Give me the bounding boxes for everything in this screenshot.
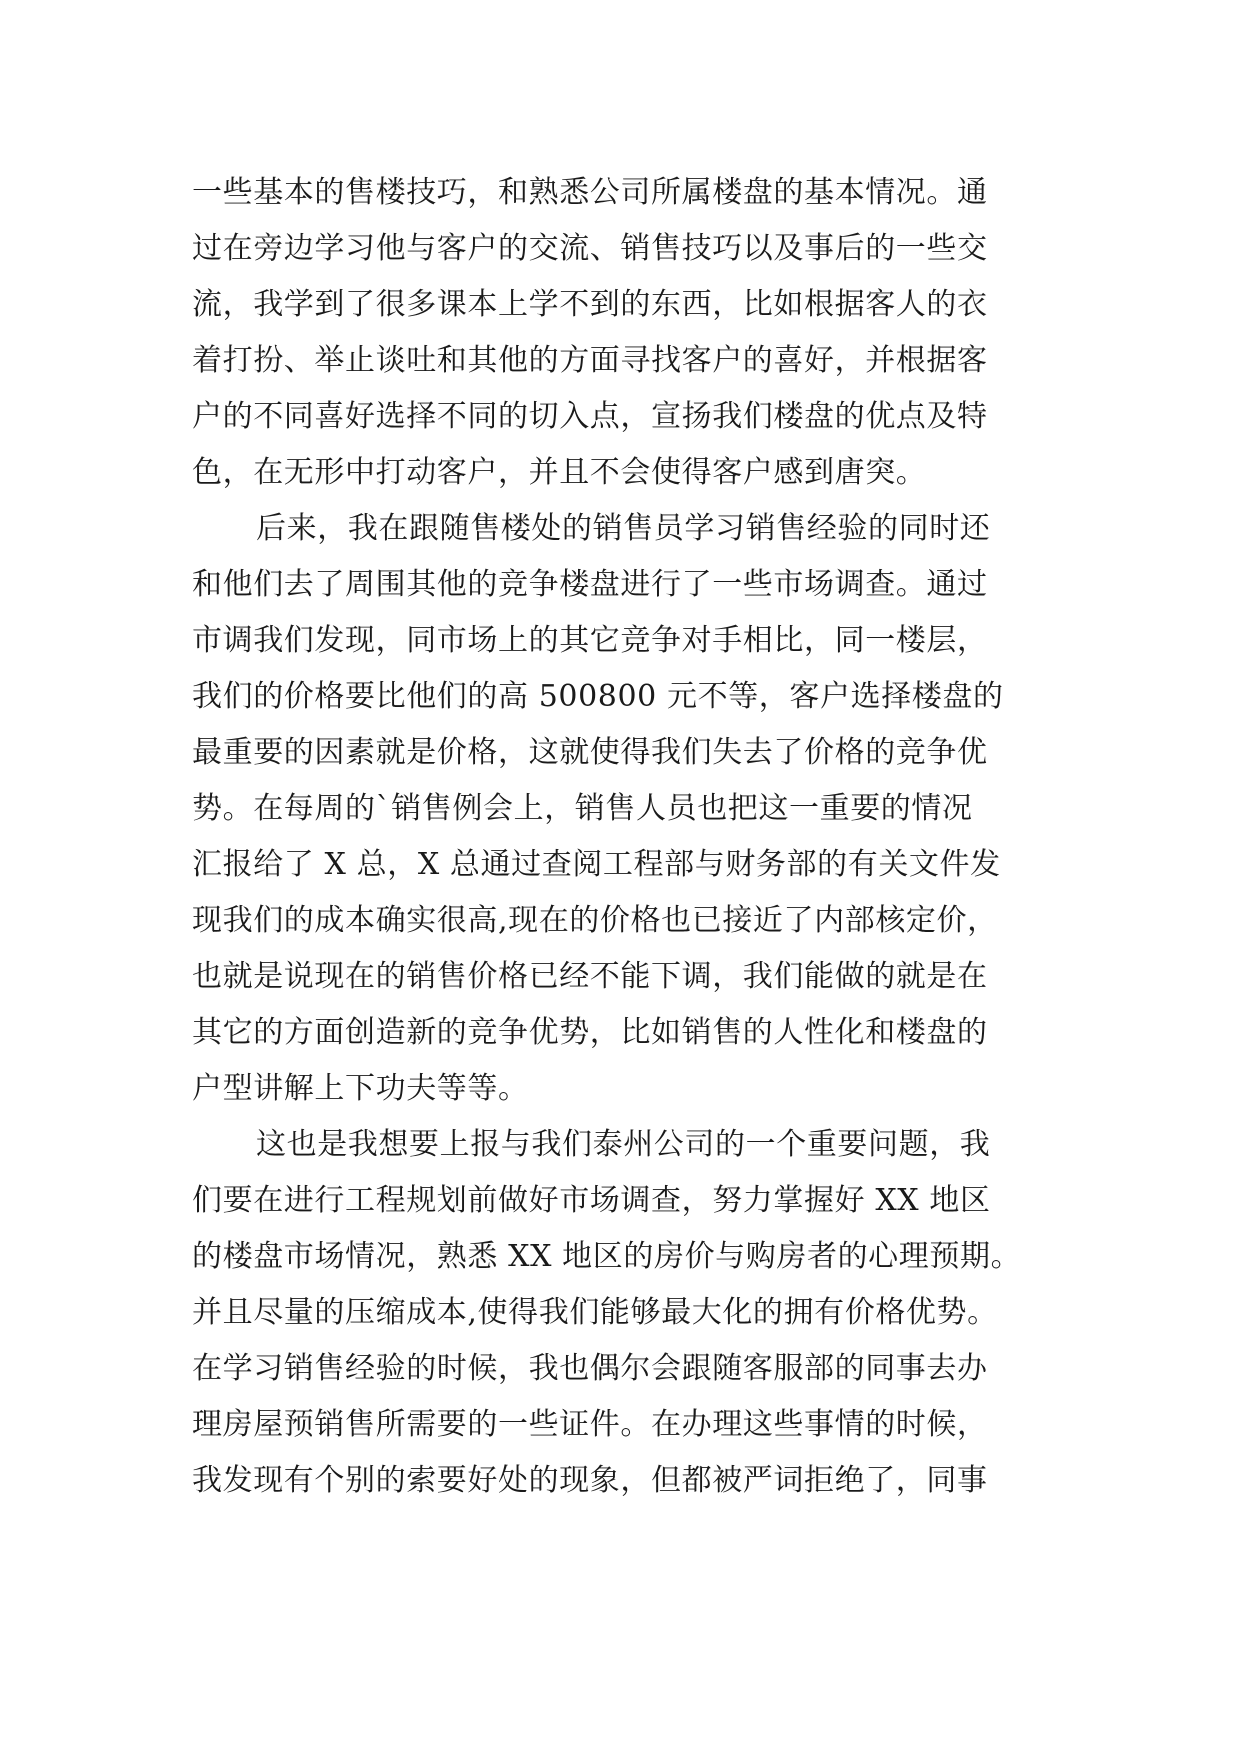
text-line: 其它的方面创造新的竞争优势，比如销售的人性化和楼盘的 [192, 1015, 988, 1050]
text-line: 也就是说现在的销售价格已经不能下调，我们能做的就是在 [192, 959, 988, 994]
text-line: 着打扮、举止谈吐和其他的方面寻找客户的喜好，并根据客 [192, 343, 988, 378]
paragraph-first-line: 这也是我想要上报与我们泰州公司的一个重要问题，我 [256, 1127, 991, 1162]
text-line: 的楼盘市场情况，熟悉 XX 地区的房价与购房者的心理预期。 [192, 1239, 1022, 1274]
text-line: 市调我们发现，同市场上的其它竞争对手相比，同一楼层， [192, 623, 988, 658]
document-body [192, 165, 1052, 1509]
text-line: 我们的价格要比他们的高 500800 元不等，客户选择楼盘的 [192, 679, 1004, 714]
text-line: 最重要的因素就是价格，这就使得我们失去了价格的竞争优 [192, 735, 988, 770]
text-line: 过在旁边学习他与客户的交流、销售技巧以及事后的一些交 [192, 231, 988, 266]
text-line: 们要在进行工程规划前做好市场调查，努力掌握好 XX 地区 [192, 1183, 991, 1218]
text-line: 户型讲解上下功夫等等。 [192, 1071, 529, 1106]
text-line: 现我们的成本确实很高,现在的价格也已接近了内部核定价， [192, 903, 998, 938]
text-line: 并且尽量的压缩成本,使得我们能够最大化的拥有价格优势。 [192, 1295, 998, 1330]
text-line: 和他们去了周围其他的竞争楼盘进行了一些市场调查。通过 [192, 567, 988, 602]
text-line: 色，在无形中打动客户，并且不会使得客户感到唐突。 [192, 455, 927, 490]
text-line: 在学习销售经验的时候，我也偶尔会跟随客服部的同事去办 [192, 1351, 988, 1386]
text-line: 理房屋预销售所需要的一些证件。在办理这些事情的时候， [192, 1407, 988, 1442]
text-line: 一些基本的售楼技巧，和熟悉公司所属楼盘的基本情况。通 [192, 175, 988, 210]
text-line: 汇报给了 X 总，X 总通过查阅工程部与财务部的有关文件发 [192, 847, 1001, 882]
text-line: 势。在每周的`销售例会上，销售人员也把这一重要的情况 [192, 791, 973, 826]
text-line: 户的不同喜好选择不同的切入点，宣扬我们楼盘的优点及特 [192, 399, 988, 434]
text-line: 我发现有个别的索要好处的现象，但都被严词拒绝了，同事 [192, 1463, 988, 1498]
text-line: 流，我学到了很多课本上学不到的东西，比如根据客人的衣 [192, 287, 988, 322]
paragraph-first-line: 后来，我在跟随售楼处的销售员学习销售经验的同时还 [256, 511, 991, 546]
